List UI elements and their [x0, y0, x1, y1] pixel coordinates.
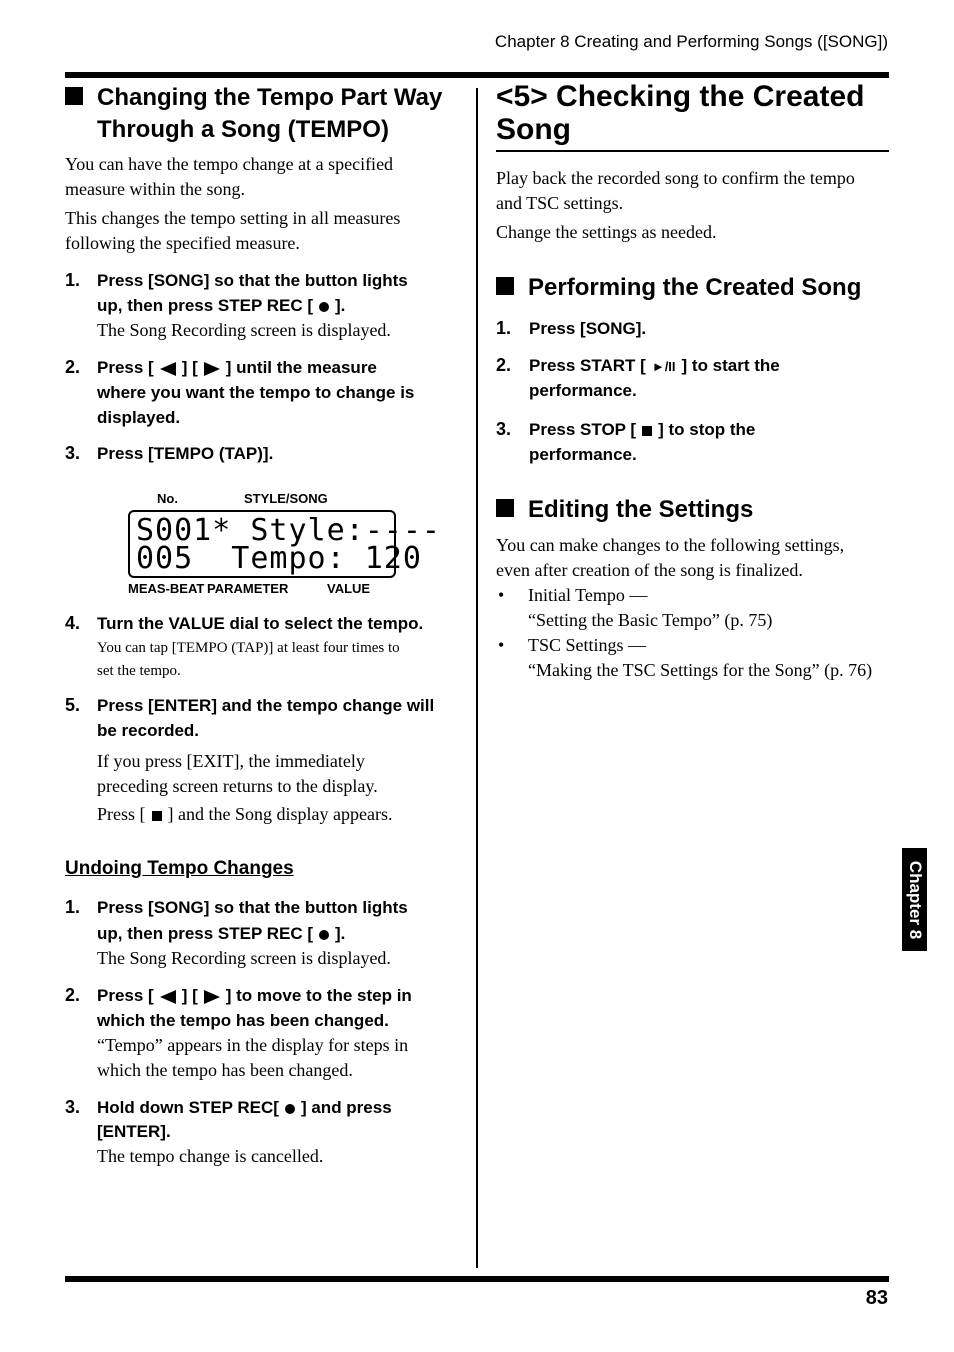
undo-step2-mid: ] [ [181, 986, 198, 1005]
perform-step1-text: Press [SONG]. [529, 319, 647, 338]
tempo-step5-note1: If you press [EXIT], the immediately [97, 751, 365, 771]
undo-step3-line1 [97, 1095, 392, 1120]
heading-square-icon [65, 87, 83, 105]
rec-circle-icon [319, 302, 329, 312]
step-number: 1. [65, 270, 81, 290]
tempo-step4-note2: set the tempo. [97, 663, 181, 679]
undo-step2-line1 [97, 983, 412, 1008]
rec-circle-icon [319, 930, 329, 940]
step-number: 3. [496, 419, 512, 439]
step-number: 2. [65, 357, 81, 377]
tempo-step5-note3 [97, 802, 392, 827]
step-number: 1. [496, 318, 512, 338]
tempo-intro2-line1: This changes the tempo setting in all measures [65, 208, 401, 228]
undo-step2-pre: Press [ [97, 986, 154, 1005]
rec-circle-icon [285, 1104, 295, 1114]
tempo-step3-text: Press [TEMPO (TAP)]. [97, 444, 274, 463]
top-rule [65, 72, 889, 78]
step-number: 3. [65, 443, 81, 463]
editing-item1-ref[interactable]: “Setting the Basic Tempo” (p. 75) [528, 610, 773, 630]
tempo-step1-line2 [97, 293, 345, 318]
step-number: 2. [496, 355, 512, 375]
undo-step1-note: The Song Recording screen is displayed. [97, 948, 391, 968]
undo-step3-text-b: ] and press [300, 1098, 392, 1117]
step-number: 5. [65, 695, 81, 715]
step-number: 1. [65, 897, 81, 917]
undo-step1-line2 [97, 921, 345, 946]
running-header: Chapter 8 Creating and Performing Songs ([SONG]) [494, 32, 888, 51]
lcd-label-value: VALUE [327, 581, 371, 596]
stop-square-icon [152, 811, 162, 821]
perform-step2-pre: Press START [ [529, 356, 646, 375]
undo-step3-text-a: Hold down STEP REC[ [97, 1098, 279, 1117]
perform-heading-text: Performing the Created Song [528, 274, 862, 301]
tempo-step2-line3: displayed. [97, 408, 181, 427]
perform-step2-line2: performance. [529, 381, 637, 400]
tempo-step5-line1: Press [ENTER] and the tempo change will [97, 696, 435, 715]
undo-step3-line2: [ENTER]. [97, 1122, 171, 1141]
tempo-step2-line1 [97, 355, 377, 380]
check-p1-line1: Play back the recorded song to confirm the tempo [496, 168, 855, 188]
check-heading-line2: Song [496, 113, 571, 146]
tempo-step5-note3-b: ] and the Song display appears. [167, 804, 393, 824]
check-p1-line2: and TSC settings. [496, 193, 624, 213]
undo-step1-text-b: ]. [335, 924, 346, 943]
tempo-intro1-line2: measure within the song. [65, 179, 245, 199]
tempo-step1-text-a: up, then press STEP REC [ [97, 296, 314, 315]
undo-step2-note2: which the tempo has been changed. [97, 1060, 353, 1080]
undo-step2-post: ] to move to the step in [225, 986, 412, 1005]
undo-step2-note1: “Tempo” appears in the display for steps in [97, 1035, 409, 1055]
perform-step3-pre: Press STOP [ [529, 420, 637, 439]
tempo-intro1-line1: You can have the tempo change at a specified [65, 154, 394, 174]
tempo-intro2-line2: following the specified measure. [65, 233, 300, 253]
lcd-line-2: 005 Tempo: 120 [136, 541, 422, 576]
perform-step2-post: ] to start the [681, 356, 780, 375]
bullet-icon: • [498, 585, 505, 605]
perform-step3-post: ] to stop the [658, 420, 756, 439]
tempo-step5-note2: preceding screen returns to the display. [97, 776, 378, 796]
perform-step3-line2: performance. [529, 445, 637, 464]
chapter-tab [902, 848, 927, 951]
undo-step1-line1: Press [SONG] so that the button lights [97, 898, 408, 917]
tempo-step5-line2: be recorded. [97, 721, 200, 740]
undo-step2-line2: which the tempo has been changed. [97, 1011, 389, 1030]
bullet-icon: • [498, 635, 505, 655]
lcd-line-1: S001* Style:---- [136, 513, 441, 548]
tempo-step1-text-b: ]. [335, 296, 346, 315]
stop-square-icon [642, 426, 652, 436]
tempo-step1-line1: Press [SONG] so that the button lights [97, 271, 408, 290]
undo-step1-text-a: up, then press STEP REC [ [97, 924, 314, 943]
tempo-step2-mid: ] [ [181, 358, 198, 377]
lcd-label-no: No. [157, 491, 178, 506]
tempo-section-heading [65, 82, 465, 146]
right-arrow-icon [204, 990, 220, 1004]
lcd-display [128, 510, 441, 578]
check-heading-line1: <5> Checking the Created [496, 80, 865, 113]
tempo-step5-note3-a: Press [ [97, 804, 146, 824]
perform-step2-line1 [529, 353, 780, 379]
tempo-step2-post: ] until the measure [225, 358, 377, 377]
editing-item2-title: TSC Settings — [528, 635, 647, 655]
chapter-tab-label: Chapter 8 [905, 860, 925, 939]
tempo-step1-note: The Song Recording screen is displayed. [97, 320, 391, 340]
check-section-heading [496, 80, 888, 146]
heading-rule [496, 150, 889, 152]
editing-section-heading [496, 494, 888, 526]
heading-square-icon [496, 277, 514, 295]
tempo-step2-line2: where you want the tempo to change is [97, 383, 415, 402]
editing-p1-line1: You can make changes to the following settings, [496, 535, 845, 555]
undo-step3-note: The tempo change is cancelled. [97, 1146, 324, 1166]
step-number: 4. [65, 613, 81, 633]
perform-section-heading [496, 272, 888, 304]
lcd-label-parameter: PARAMETER [207, 581, 289, 596]
editing-item1-title: Initial Tempo — [528, 585, 648, 605]
tempo-heading-line2: Through a Song (TEMPO) [97, 116, 389, 143]
step-number: 3. [65, 1097, 81, 1117]
lcd-label-style-song: STYLE/SONG [244, 491, 328, 506]
tempo-step2-pre: Press [ [97, 358, 154, 377]
editing-item2-ref[interactable]: “Making the TSC Settings for the Song” (p. 76) [528, 660, 873, 680]
editing-p1-line2: even after creation of the song is finalized. [496, 560, 803, 580]
left-arrow-icon [160, 990, 176, 1004]
left-arrow-icon [160, 362, 176, 376]
tempo-heading-line1: Changing the Tempo Part Way [97, 84, 443, 111]
play-pause-icon: ►/II [651, 359, 676, 374]
right-arrow-icon [204, 362, 220, 376]
editing-heading-text: Editing the Settings [528, 496, 754, 523]
page-number: 83 [865, 1287, 888, 1309]
step-number: 2. [65, 985, 81, 1005]
check-p2: Change the settings as needed. [496, 222, 717, 242]
heading-square-icon [496, 499, 514, 517]
column-divider [476, 88, 478, 1268]
bottom-rule [65, 1276, 889, 1282]
undo-heading: Undoing Tempo Changes [65, 858, 294, 879]
tempo-step4-text: Turn the VALUE dial to select the tempo. [97, 614, 424, 633]
lcd-label-meas-beat: MEAS-BEAT [128, 581, 205, 596]
tempo-step4-note1: You can tap [TEMPO (TAP)] at least four times to [97, 640, 400, 656]
perform-step3-line1 [529, 417, 755, 442]
